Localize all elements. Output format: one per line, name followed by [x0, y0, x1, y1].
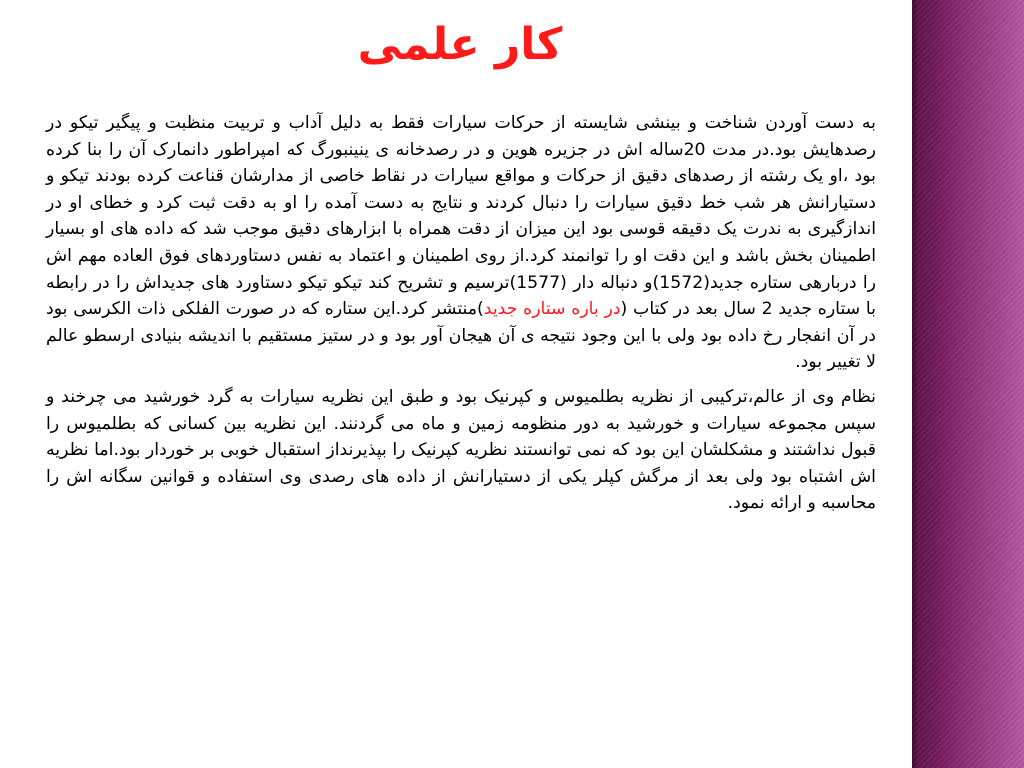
paragraph-1-text-start: به دست آوردن شناخت و بینشی شایسته از حرکات سیارات فقط به دلیل آداب و تربیت منظبت و پیگیر تیکو در رصدهایش بود.در مدت 20ساله اش در جزیره هوین و در رصدخانه ی ینینبورگ که امپراطور دانمارک آن را بنا کرده بود ،او یک رشته از رصدهای دقیق از حرکات و مواقع سیارات در نقاط خاصی از مدارشان قناعت کرده بودند تیکو و دستیارانش هر شب خط دقیق سیارات را دنبال کردند و نتایج به دست آمده را او به دقت ثبت کرد و خطای او در اندازگیری به ندرت یک دقیقه قوسی بود این میزان از دقت همراه با ابزارهای دقیق موجب شد که داده های او بسیار اطمینان بخش باشد و این دقت او را توانمند کرد.از روی اطمینان و اعتماد به نفس دستاوردهای فوق العاده مهم اش را دربارهی ستاره جدید(1572)و دنباله دار (1577)ترسیم و تشریح کند تیکو تیکو دستاورد های جدیداش را در رابطه با ستاره جدید 2 سال بعد در کتاب ( — [46, 113, 876, 320]
slide-body — [46, 110, 876, 525]
book-title-highlight: در باره ستاره جدید — [483, 299, 621, 320]
decorative-side-band — [912, 0, 1024, 768]
paragraph-1 — [46, 110, 876, 376]
slide-title: کار علمی — [357, 19, 563, 70]
paragraph-1-text-end: )منتشر کرد.این ستاره که در صورت الفلکی ذات الکرسی بود در آن انفجار رخ داده بود ولی با این وجود نتیجه ی آن هیجان آور بود و در ستیز مستقیم با اندیشه بنیادی ارسطو عالم لا تغییر بود. — [46, 299, 876, 373]
paragraph-2: نظام وی از عالم،ترکیبی از نظریه بطلمیوس و کپرنیک بود و طبق این نظریه سیارات به گرد خورشید می چرخند و سپس مجموعه سیارات و خورشید به دور منظومه زمین و ماه می گردنند. این نظریه بین کسانی که بطلمیوس را قبول نداشتند و مشکلشان این بود که نمی توانستند نظریه کپرنیک را بپذیرنداز استقبال خوبی بر خوردار بود.اما نظریه اش اشتباه بود ولی بعد از مرگش کپلر یکی از دستیارانش از داده های رصدی وی استفاده و قوانین سگانه اش را محاسبه و ارائه نمود. — [46, 386, 876, 514]
